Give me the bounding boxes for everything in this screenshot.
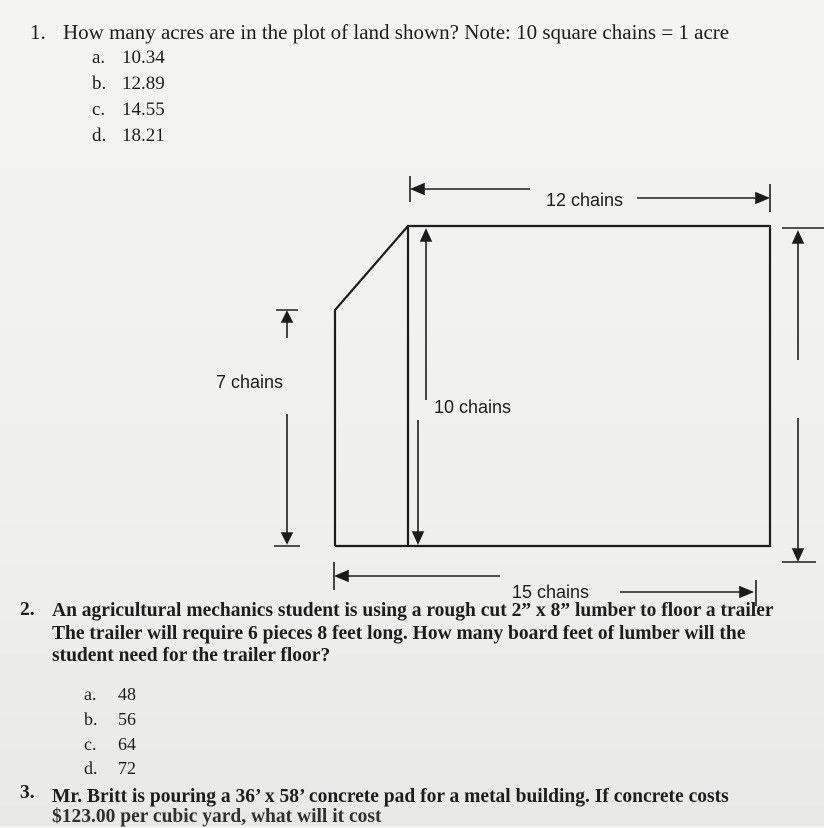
right-dimension — [782, 228, 824, 562]
question-2 — [20, 600, 35, 620]
question-2-line-2: The trailer will require 6 pieces 8 feet long. How many board feet of lumber will the — [52, 623, 746, 644]
option-letter: d. — [84, 758, 98, 778]
option-value: 56 — [118, 709, 136, 729]
question-3-number: 3. — [20, 782, 35, 803]
middle-dimension — [412, 230, 431, 546]
option-value: 18.21 — [122, 125, 165, 146]
option-letter: a. — [84, 684, 97, 704]
question-2-option-b — [84, 709, 136, 730]
option-letter: b. — [84, 709, 98, 729]
option-value: 72 — [118, 758, 136, 778]
question-1-text: How many acres are in the plot of land shown? Note: 10 square chains = 1 acre — [63, 20, 730, 44]
option-value: 14.55 — [122, 99, 165, 120]
question-2-option-c — [84, 734, 136, 755]
question-3-line-2: $123.00 per cubic yard, what will it cost — [52, 806, 382, 827]
option-value: 10.34 — [122, 47, 165, 68]
option-value: 48 — [118, 684, 136, 704]
question-3-line-1: Mr. Britt is pouring a 36’ x 58’ concrete pad for a metal building. If concrete costs — [52, 786, 729, 807]
left-dimension-label: 7 chains — [216, 372, 284, 392]
option-letter: d. — [92, 125, 107, 146]
option-letter: c. — [84, 734, 97, 754]
left-dimension — [274, 310, 300, 546]
question-2-line-3: student need for the trailer floor? — [52, 645, 331, 666]
question-2-line-1: An agricultural mechanics student is using a rough cut 2” x 8” lumber to floor a trailer — [52, 600, 774, 621]
middle-dimension-label: 10 chains — [434, 397, 512, 417]
question-2-option-d — [84, 758, 136, 779]
plot-outline — [335, 226, 770, 546]
question-2-number: 2. — [20, 599, 35, 620]
bottom-dimension-label: 15 chains — [512, 582, 590, 602]
option-letter: c. — [92, 99, 106, 120]
question-1-number: 1. — [30, 20, 46, 44]
option-value: 12.89 — [122, 73, 165, 94]
top-dimension-label: 12 chains — [546, 190, 624, 210]
option-letter: a. — [92, 47, 106, 68]
question-2-option-a — [84, 684, 136, 705]
option-value: 64 — [118, 734, 136, 754]
option-letter: b. — [92, 73, 107, 94]
